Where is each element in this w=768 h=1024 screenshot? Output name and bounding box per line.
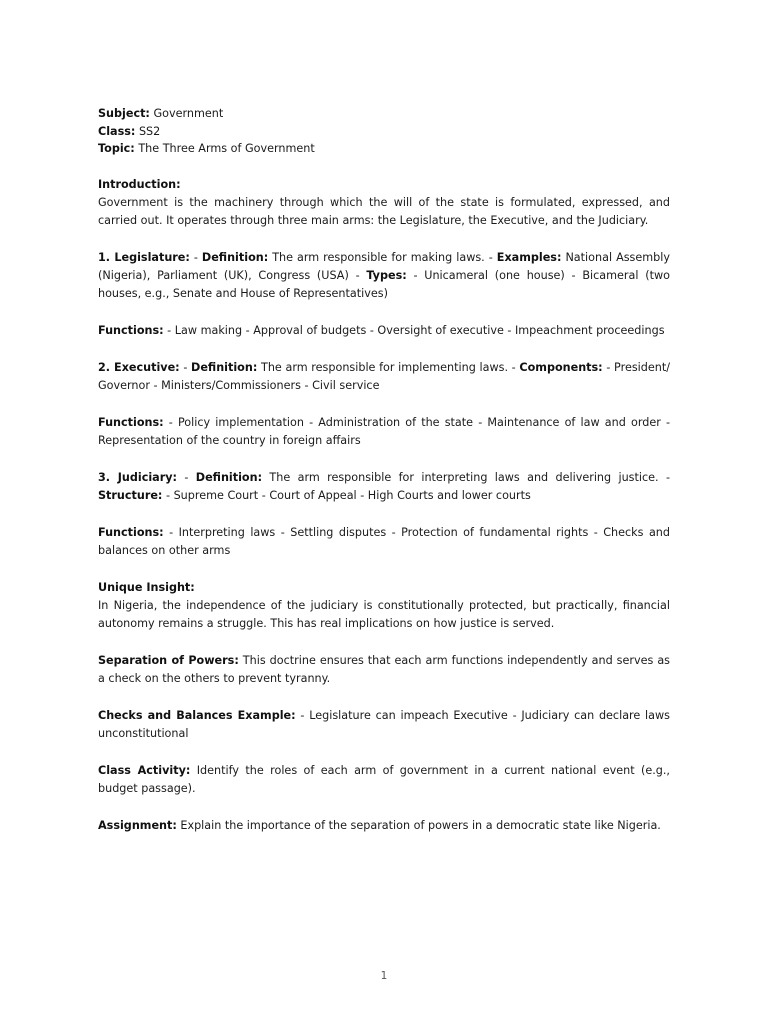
executive-functions-paragraph — [98, 414, 670, 450]
unique-insight-heading — [98, 579, 670, 597]
class-activity-label: Class Activity: — [98, 763, 191, 777]
legislature-functions-text: - Law making - Approval of budgets - Oversight of executive - Impeachment proceedings — [163, 323, 665, 337]
judiciary-paragraph — [98, 469, 670, 505]
separation-label: Separation of Powers: — [98, 653, 239, 667]
legislature-types-label: Types: — [366, 268, 407, 282]
subject-value: Government — [149, 107, 224, 120]
executive-text-1: - — [179, 360, 192, 374]
class-line — [98, 123, 670, 141]
assignment-text: Explain the importance of the separation of powers in a democratic state like Nigeria. — [176, 818, 661, 832]
executive-definition-label: Definition: — [191, 360, 258, 374]
legislature-text-1: - — [189, 250, 202, 264]
executive-paragraph — [98, 359, 670, 395]
executive-functions-label: Functions: — [98, 415, 164, 429]
introduction-text: Government is the machinery through which the will of the state is formulated, expressed, and carried out. It operates through three main arms: the Legislature, the Executive, and the Judiciary. — [98, 195, 670, 227]
judiciary-text-2: The arm responsible for interpreting laws and delivering justice. - — [262, 470, 670, 484]
subject-label: Subject: — [98, 107, 150, 120]
introduction-heading-text: Introduction: — [98, 177, 181, 191]
judiciary-heading: 3. Judiciary: — [98, 470, 178, 484]
legislature-functions-label: Functions: — [98, 323, 164, 337]
class-value: SS2 — [135, 124, 161, 138]
document-page — [98, 105, 670, 835]
checks-label: Checks and Balances Example: — [98, 708, 296, 722]
executive-functions-text: - Policy implementation - Administration of the state - Maintenance of law and order - Representation of the country in foreign affairs — [98, 415, 670, 447]
legislature-text-3: National Assembly (Nigeria), Parliament (UK), Congress (USA) - — [98, 250, 670, 282]
class-label: Class: — [98, 124, 136, 138]
legislature-definition-label: Definition: — [201, 250, 269, 264]
legislature-paragraph — [98, 249, 670, 303]
checks-text: - Legislature can impeach Executive - Judiciary can declare laws unconstitutional — [98, 708, 670, 740]
assignment-label: Assignment: — [98, 818, 177, 832]
unique-insight-heading-text: Unique Insight: — [98, 580, 195, 594]
unique-insight-section — [98, 579, 670, 633]
judiciary-functions-text: - Interpreting laws - Settling disputes - Protection of fundamental rights - Checks and balances on other arms — [98, 525, 670, 557]
judiciary-functions-label: Functions: — [98, 525, 164, 539]
separation-text: This doctrine ensures that each arm functions independently and serves as a check on the others to prevent tyranny. — [98, 653, 670, 685]
topic-value: The Three Arms of Government — [134, 142, 315, 155]
unique-insight-text: In Nigeria, the independence of the judiciary is constitutionally protected, but practically, financial autonomy remains a struggle. This has real implications on how justice is served. — [98, 598, 670, 630]
judiciary-functions-paragraph — [98, 524, 670, 560]
judiciary-definition-label: Definition: — [195, 470, 263, 484]
judiciary-structure-label: Structure: — [98, 488, 163, 502]
separation-of-powers-paragraph — [98, 652, 670, 688]
judiciary-text-1: - — [177, 470, 196, 484]
assignment-paragraph — [98, 817, 670, 835]
executive-heading: 2. Executive: — [98, 360, 180, 374]
legislature-examples-label: Examples: — [496, 250, 562, 264]
checks-and-balances-paragraph — [98, 707, 670, 743]
class-activity-paragraph — [98, 762, 670, 798]
legislature-heading: 1. Legislature: — [98, 250, 190, 264]
class-activity-text: Identify the roles of each arm of government in a current national event (e.g., budget passage). — [98, 763, 670, 795]
topic-label: Topic: — [98, 142, 135, 155]
page-number: 1 — [380, 970, 388, 982]
judiciary-text-3: - Supreme Court - Court of Appeal - High Courts and lower courts — [162, 488, 531, 502]
executive-text-2: The arm responsible for implementing laws. - — [257, 360, 520, 374]
legislature-functions-paragraph — [98, 322, 670, 340]
introduction-heading — [98, 176, 670, 194]
topic-line — [98, 140, 670, 158]
header-block — [98, 105, 670, 158]
executive-text-3: - President/ Governor - Ministers/Commissioners - Civil service — [98, 360, 670, 392]
introduction-section — [98, 176, 670, 230]
executive-components-label: Components: — [519, 360, 603, 374]
subject-line — [98, 105, 670, 123]
legislature-text-2: The arm responsible for making laws. - — [268, 250, 497, 264]
legislature-text-4: - Unicameral (one house) - Bicameral (two houses, e.g., Senate and House of Representatives) — [98, 268, 670, 300]
